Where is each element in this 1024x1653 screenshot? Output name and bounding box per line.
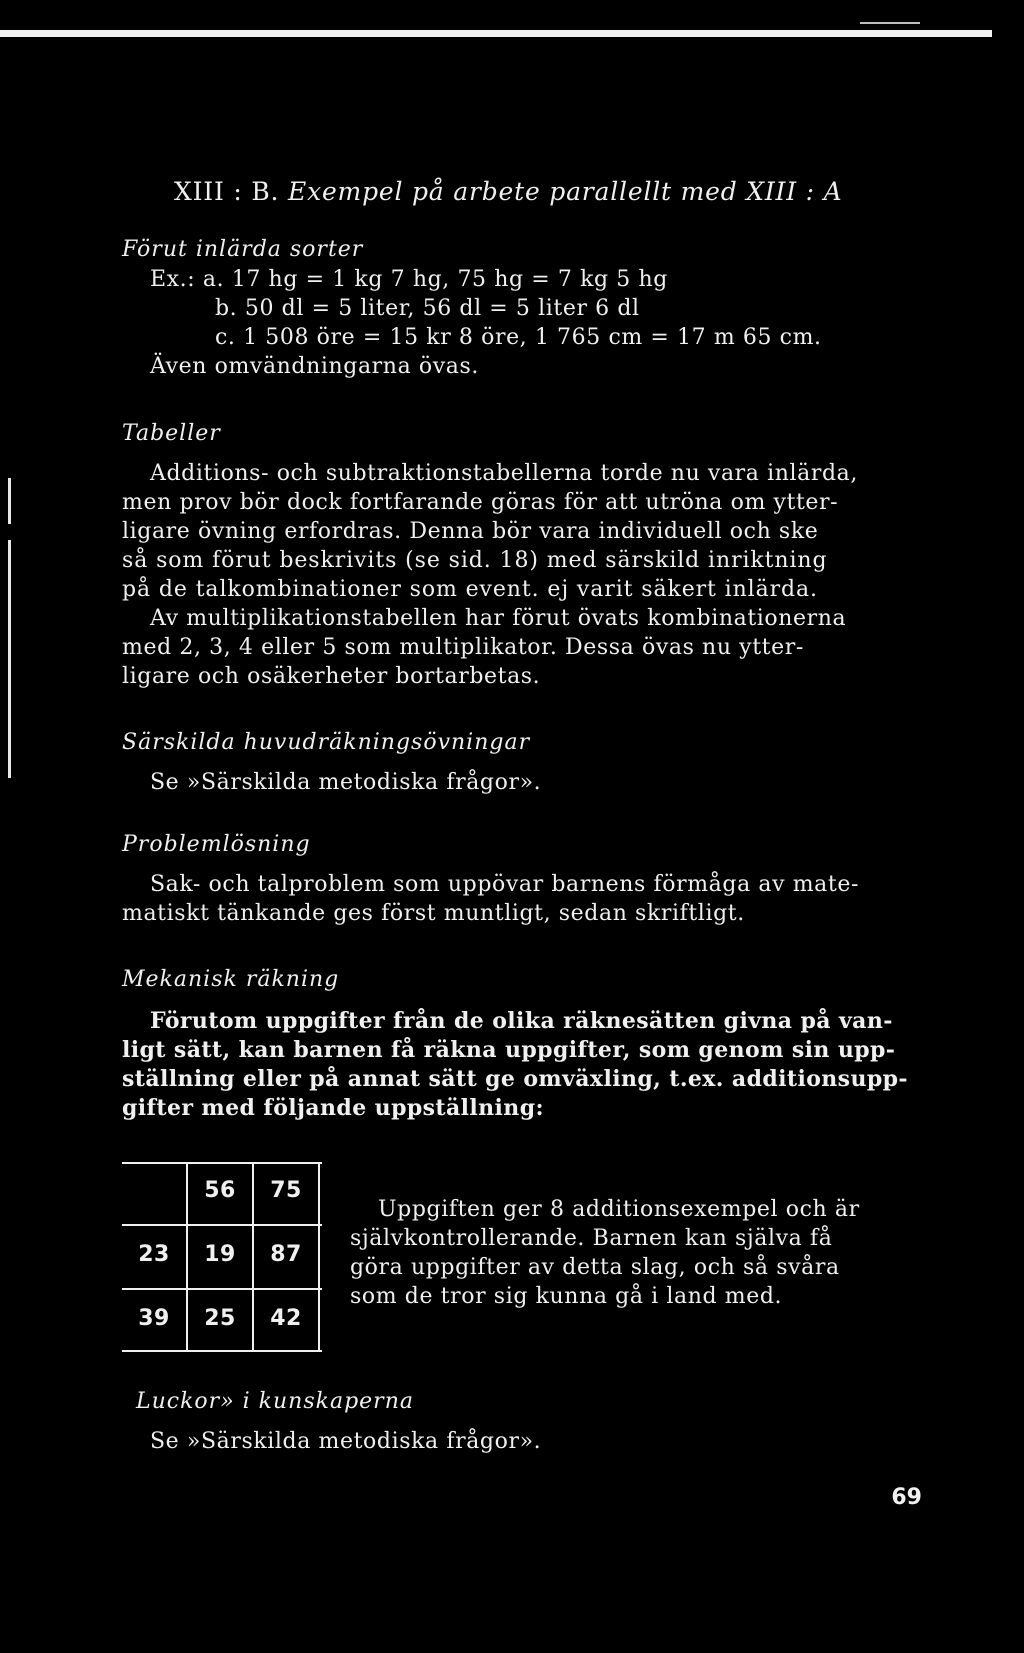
addition-grid [122, 1162, 322, 1352]
tabeller-line-3: ligare övning erfordras. Denna bör vara individuell och ske [122, 519, 819, 544]
top-border-rule [0, 30, 992, 37]
heading-tabeller: Tabeller [122, 421, 221, 446]
grid-cell: 25 [204, 1306, 236, 1331]
huvudrakning-line-1: Se »Särskilda metodiska frågor». [150, 770, 542, 795]
grid-cell: 23 [138, 1242, 170, 1267]
grid-cell: 75 [270, 1178, 302, 1203]
grid-note-line-4: som de tror sig kunna gå i land med. [350, 1284, 783, 1309]
sorter-line-1: Ex.: a. 17 hg = 1 kg 7 hg, 75 hg = 7 kg 5 hg [150, 267, 668, 292]
mekanisk-line-3: ställning eller på annat sätt ge omväxling, t.ex. additionsupp- [122, 1066, 908, 1092]
tabeller-line-8: ligare och osäkerheter bortarbetas. [122, 664, 541, 689]
tabeller-line-6: Av multiplikationstabellen har förut övats kombinationerna [150, 606, 847, 631]
chapter-title [174, 178, 842, 206]
top-border-notch [860, 22, 920, 24]
grid-note-line-2: självkontrollerande. Barnen kan själva få [350, 1226, 833, 1251]
grid-cell: 19 [204, 1242, 236, 1267]
sorter-line-4: Även omvändningarna övas. [150, 354, 479, 379]
grid-line-col3 [318, 1162, 320, 1352]
grid-line-row1 [122, 1224, 322, 1226]
chapter-title-text: Exempel på arbete parallellt med XIII : A [288, 177, 843, 206]
grid-cell: 56 [204, 1178, 236, 1203]
tabeller-line-1: Additions- och subtraktionstabellerna torde nu vara inlärda, [150, 461, 858, 486]
tabeller-line-5: på de talkombinationer som event. ej varit säkert inlärda. [122, 577, 818, 602]
grid-cell: 39 [138, 1306, 170, 1331]
problemlosning-line-1: Sak- och talproblem som uppövar barnens förmåga av mate- [150, 872, 859, 897]
sorter-line-3: c. 1 508 öre = 15 kr 8 öre, 1 765 cm = 17 m 65 cm. [215, 325, 822, 350]
problemlosning-line-2: matiskt tänkande ges först muntligt, sedan skriftligt. [122, 901, 745, 926]
margin-bar-lower [8, 540, 11, 778]
sorter-line-2: b. 50 dl = 5 liter, 56 dl = 5 liter 6 dl [215, 296, 640, 321]
mekanisk-line-1: Förutom uppgifter från de olika räknesätten givna på van- [150, 1008, 893, 1034]
grid-line-bottom [122, 1350, 322, 1352]
luckor-line-1: Se »Särskilda metodiska frågor». [150, 1429, 542, 1454]
chapter-number: XIII : B. [174, 177, 280, 206]
tabeller-line-2: men prov bör dock fortfarande göras för att utröna om ytter- [122, 490, 839, 515]
grid-line-top [122, 1162, 322, 1164]
grid-cell: 87 [270, 1242, 302, 1267]
grid-line-row2 [122, 1288, 322, 1290]
heading-huvudrakning: Särskilda huvudräkningsövningar [122, 730, 531, 755]
margin-bar-upper [8, 478, 11, 524]
mekanisk-line-2: ligt sätt, kan barnen få räkna uppgifter, som genom sin upp- [122, 1037, 896, 1063]
page-number: 69 [891, 1485, 922, 1510]
heading-mekanisk: Mekanisk räkning [122, 967, 340, 992]
grid-note-line-1: Uppgiften ger 8 additionsexempel och är [378, 1197, 860, 1222]
heading-problemlosning: Problemlösning [122, 832, 311, 857]
tabeller-line-7: med 2, 3, 4 eller 5 som multiplikator. Dessa övas nu ytter- [122, 635, 804, 660]
tabeller-line-4: så som förut beskrivits (se sid. 18) med särskild inriktning [122, 548, 828, 573]
grid-note-line-3: göra uppgifter av detta slag, och så svåra [350, 1255, 840, 1280]
heading-luckor: Luckor» i kunskaperna [136, 1389, 414, 1414]
heading-sorter: Förut inlärda sorter [122, 237, 364, 262]
grid-cell: 42 [270, 1306, 302, 1331]
mekanisk-line-4: gifter med följande uppställning: [122, 1095, 545, 1121]
